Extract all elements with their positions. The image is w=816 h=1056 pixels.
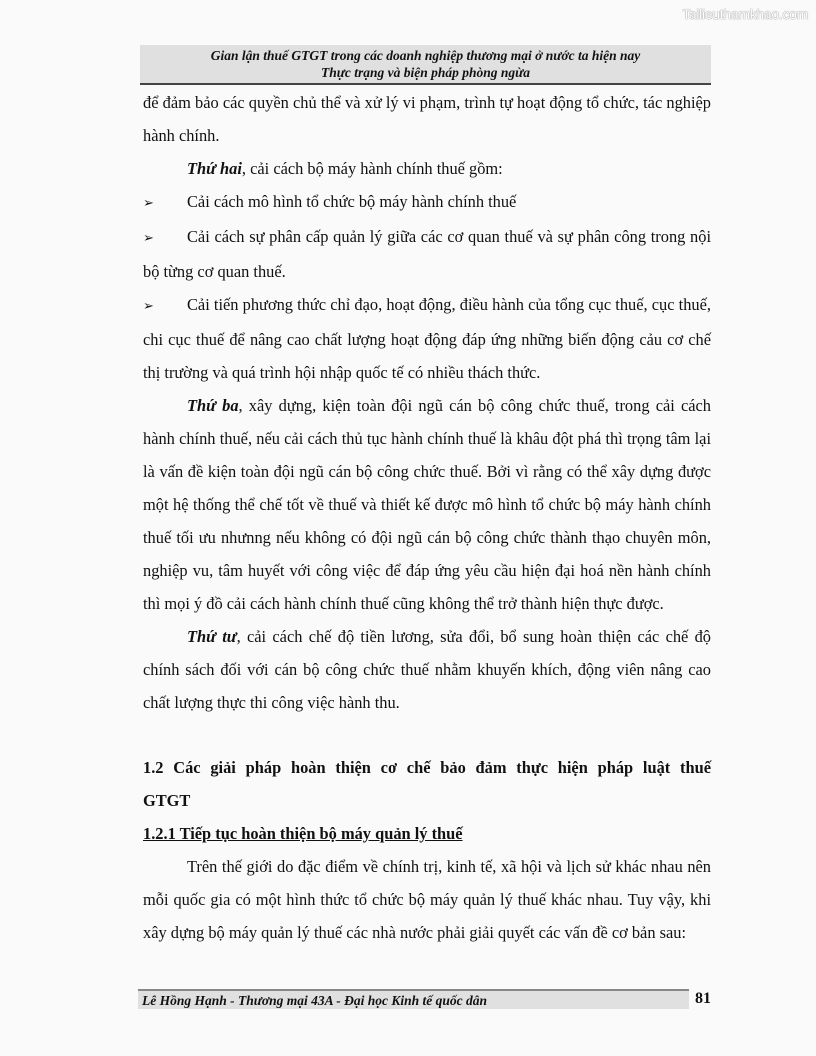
- section-heading: 1.2 Các giải pháp hoàn thiện cơ chế bảo đảm thực hiện pháp luật thuế GTGT: [143, 758, 711, 810]
- bullet-item: [143, 288, 711, 389]
- spacer: [143, 719, 711, 751]
- lead-term: Thứ ba: [187, 396, 239, 415]
- paragraph-text: , cải cách bộ máy hành chính thuế gồm:: [241, 159, 503, 178]
- header-title-line1: Gian lận thuế GTGT trong các doanh nghiệp thương mại ở nước ta hiện nay: [210, 48, 641, 63]
- page-body: [143, 86, 711, 949]
- paragraph-text: , cải cách chế độ tiền lương, sửa đổi, bổ sung hoàn thiện các chế độ chính sách đối với cán bộ công chức thuế nhằm khuyến khích, động viên nâng cao chất lượng thực thi công việc hành thu.: [143, 627, 712, 712]
- bullet-item: [143, 185, 711, 220]
- paragraph-text: , xây dựng, kiện toàn đội ngũ cán bộ công chức thuế, trong cải cách hành chính thuế, nếu cải cách thủ tục hành chính thuế là khâu đột phá thì trọng tâm lại là vấn đề kiện toàn đội ngũ cán bộ công chức thuế. Bởi vì rằng có thể xây dựng được một hệ thống thể chế tốt về thuế và thiết kế được mô hình tổ chức bộ máy hành chính thuế tối ưu nhưnng nếu không có đội ngũ cán bộ công chức thành thạo chuyên môn, nghiệp vu, tâm huyết với công việc để đáp ứng yêu cầu hiện đại hoá nền hành chính thì mọi ý đồ cải cách hành chính thuế cũng không thể trở thành hiện thực được.: [143, 396, 712, 613]
- watermark: Tailieuthamkhao.com: [682, 6, 808, 22]
- lead-term: Thứ hai: [187, 159, 242, 178]
- paragraph-thu-tu: [143, 620, 711, 719]
- bullet-text: Cải cách mô hình tổ chức bộ máy hành chính thuế: [187, 192, 517, 211]
- bullet-text: Cải tiến phương thức chỉ đạo, hoạt động, điều hành của tổng cục thuế, cục thuế, chi cục thuế để nâng cao chất lượng hoạt động đáp ứng những biến động cảu cơ chế thị trường và quá trình hội nhập quốc tế có nhiều thách thức.: [143, 295, 711, 382]
- running-footer: Lê Hồng Hạnh - Thương mại 43A - Đại học Kinh tế quốc dân: [138, 989, 689, 1009]
- bullet-text: Cải cách sự phân cấp quản lý giữa các cơ quan thuế và sự phân công trong nội bộ từng cơ quan thuế.: [143, 227, 711, 281]
- arrow-bullet-icon: ➢: [143, 231, 154, 246]
- subsection-heading: 1.2.1 Tiếp tục hoàn thiện bộ máy quản lý thuế: [143, 824, 463, 843]
- paragraph-continuation: để đảm bảo các quyền chủ thể và xử lý vi phạm, trình tự hoạt động tổ chức, tác nghiệp hành chính.: [143, 93, 711, 145]
- paragraph-thu-hai: [143, 152, 711, 185]
- lead-term: Thứ tư: [187, 627, 237, 646]
- header-title-line2: Thực trạng và biện pháp phòng ngừa: [321, 65, 530, 80]
- paragraph-intro: Trên thế giới do đặc điểm về chính trị, kinh tế, xã hội và lịch sử khác nhau nên mỗi quốc gia có một hình thức tổ chức bộ máy quản lý thuế khác nhau. Tuy vậy, khi xây dựng bộ máy quản lý thuế các nhà nước phải giải quyết các vấn đề cơ bản sau:: [143, 857, 711, 942]
- bullet-item: [143, 220, 711, 288]
- running-header: [140, 45, 711, 85]
- paragraph-thu-ba: [143, 389, 711, 620]
- arrow-bullet-icon: ➢: [143, 299, 154, 314]
- page-number: 81: [695, 990, 711, 1007]
- arrow-bullet-icon: ➢: [143, 196, 154, 211]
